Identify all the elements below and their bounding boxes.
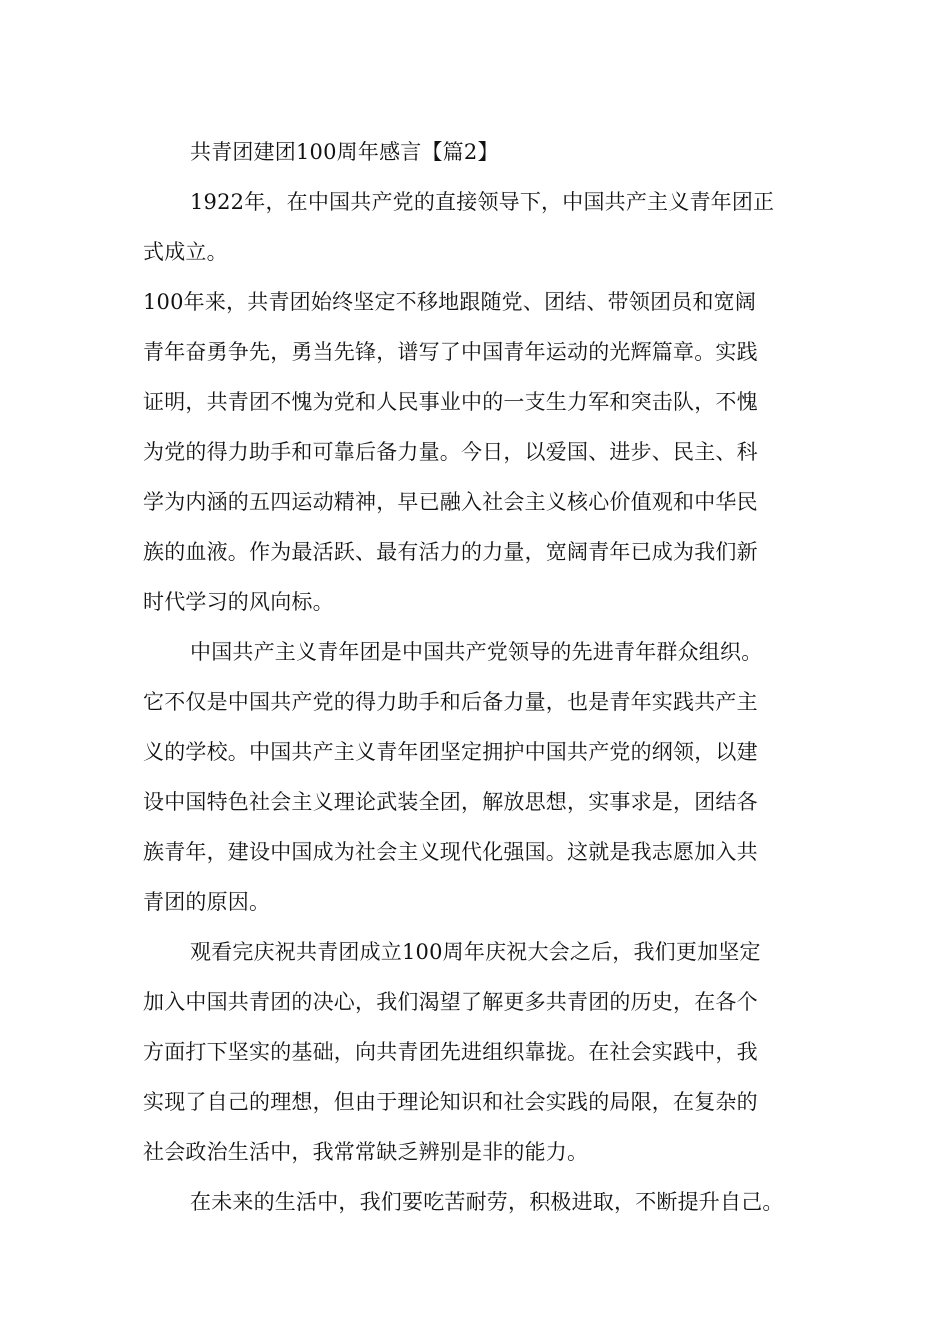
text-line: 时代学习的风向标。 [143,590,334,614]
text-line: 为党的得力助手和可靠后备力量。今日，以爱国、进步、民主、科 [143,440,758,464]
text-line: 式成立。 [143,240,228,264]
text-line: 社会政治生活中，我常常缺乏辨别是非的能力。 [143,1140,589,1164]
text-line: 学为内涵的五四运动精神，早已融入社会主义核心价值观和中华民 [143,490,758,514]
text-line: 加入中国共青团的决心，我们渴望了解更多共青团的历史，在各个 [143,990,758,1014]
text-line: 观看完庆祝共青团成立100周年庆祝大会之后，我们更加坚定 [190,940,761,964]
document-title: 共青团建团100周年感言【篇2】 [190,140,499,164]
text-line: 它不仅是中国共产党的得力助手和后备力量，也是青年实践共产主 [143,690,758,714]
text-line: 中国共产主义青年团是中国共产党领导的先进青年群众组织。 [190,640,763,664]
text-line: 设中国特色社会主义理论武装全团，解放思想，实事求是，团结各 [143,790,758,814]
text-line: 族青年，建设中国成为社会主义现代化强国。这就是我志愿加入共 [143,840,758,864]
text-line: 1922年，在中国共产党的直接领导下，中国共产主义青年团正 [190,190,775,214]
text-line: 实现了自己的理想，但由于理论知识和社会实践的局限，在复杂的 [143,1090,758,1114]
text-line: 义的学校。中国共产主义青年团坚定拥护中国共产党的纲领，以建 [143,740,758,764]
text-line: 方面打下坚实的基础，向共青团先进组织靠拢。在社会实践中，我 [143,1040,758,1064]
text-line: 在未来的生活中，我们要吃苦耐劳，积极进取，不断提升自己。 [190,1190,784,1214]
text-line: 青团的原因。 [143,890,271,914]
text-line: 证明，共青团不愧为党和人民事业中的一支生力军和突击队，不愧 [143,390,758,414]
text-line: 100年来，共青团始终坚定不移地跟随党、团结、带领团员和宽阔 [143,290,757,314]
text-line: 族的血液。作为最活跃、最有活力的力量，宽阔青年已成为我们新 [143,540,758,564]
text-line: 青年奋勇争先，勇当先锋，谱写了中国青年运动的光辉篇章。实践 [143,340,758,364]
